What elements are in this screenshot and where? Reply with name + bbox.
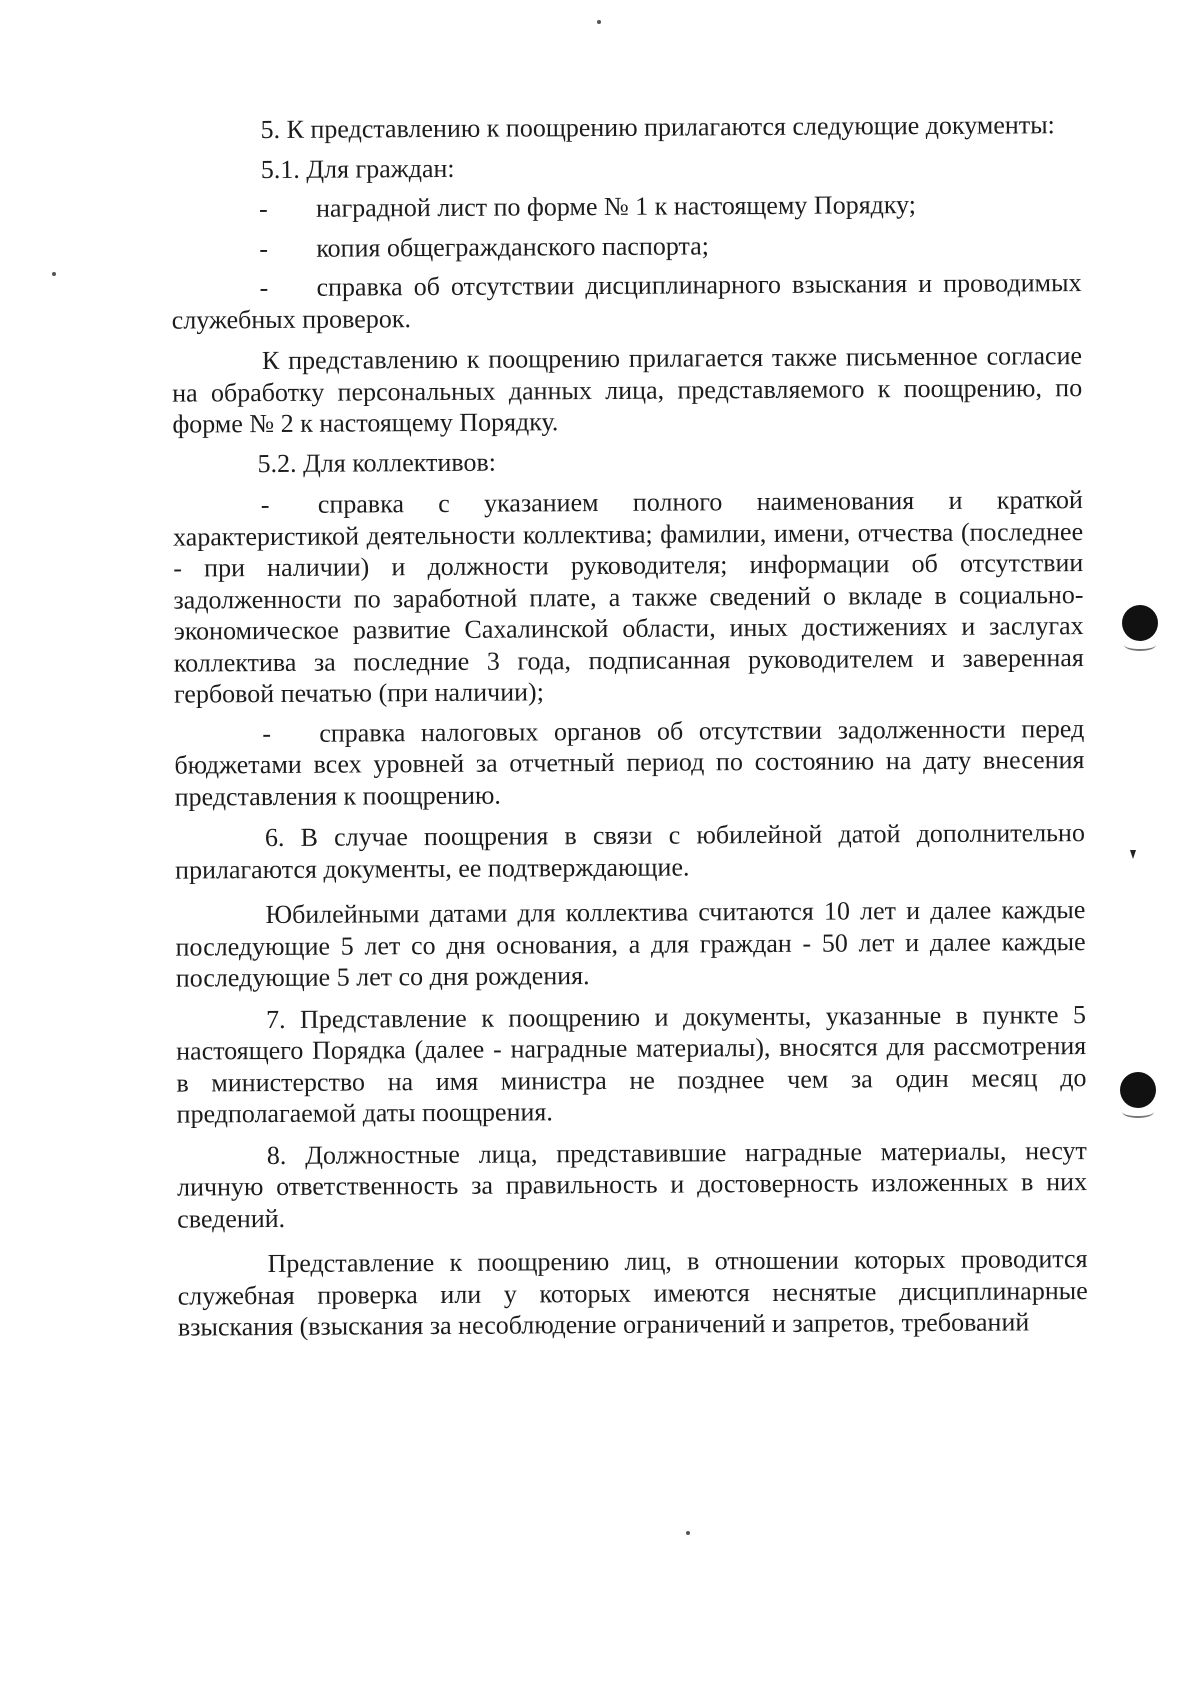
list-item (171, 228, 1081, 265)
dash-marker: - (259, 233, 269, 263)
paragraph-8: 8. Должностные лица, представившие наградные материалы, несут личную ответственность за правильность и достоверность изложенных в них сведений. (176, 1135, 1088, 1234)
dash-marker: - (260, 490, 270, 520)
paragraph-8-continued: Представление к поощрению лиц, в отношении которых проводится служебная проверка или у которых имеются неснятые дисциплинарные взыскания (взыскания за несоблюдение ограничений и запретов, требований (177, 1244, 1088, 1342)
list-item (173, 484, 1084, 710)
paragraph-5: 5. К представлению к поощрению прилагаются следующие документы: (260, 110, 1055, 145)
dash-marker: - (258, 194, 268, 224)
scan-speck (686, 1531, 690, 1535)
list-item-text: наградной лист по форме № 1 к настоящему Порядку; (315, 190, 917, 223)
scan-speck (52, 272, 56, 276)
paragraph-consent: К представлению к поощрению прилагается также письменное согласие на обработку персональных данных лица, представляемого к поощрению, по форме № 2 к настоящему Порядку. (172, 341, 1083, 439)
scan-speck (597, 20, 601, 24)
list-item (174, 713, 1085, 813)
paragraph-7: 7. Представление к поощрению и документы, указанные в пункте 5 настоящего Порядка (далее - наградные материалы), вносятся для рассмотрения в министерство на имя министра не позднее чем за один месяц до предполагаемой даты поощрения. (176, 999, 1087, 1129)
list-item (171, 188, 1081, 225)
punch-hole-mark (1120, 1072, 1156, 1108)
list-item-text: копия общегражданского паспорта; (316, 230, 710, 263)
paragraph-6: 6. В случае поощрения в связи с юбилейной датой дополнительно прилагаются документы, ее подтверждающие. (175, 818, 1085, 885)
list-item-text: справка об отсутствии дисциплинарного взыскания и проводимых служебных проверок. (171, 268, 1082, 335)
dash-marker: - (262, 718, 272, 748)
paragraph-jubilee-dates: Юбилейными датами для коллектива считаются 10 лет и далее каждые последующие 5 лет со дня основания, а для граждан - 50 лет и далее каждые последующие 5 лет со дня рождения. (175, 895, 1086, 993)
dash-marker: - (259, 273, 269, 303)
document-body (170, 109, 1087, 1343)
list-item-text: справка налоговых органов об отсутствии задолженности перед бюджетами всех уровней за отчетный период по состоянию на дату внесения представления к поощрению. (174, 713, 1085, 812)
paragraph-5-1-heading: 5.1. Для граждан: (260, 153, 455, 184)
list-item (171, 267, 1081, 336)
paragraph-5-2-heading: 5.2. Для коллективов: (257, 447, 497, 478)
list-item-text: справка с указанием полного наименования и краткой характеристикой деятельности коллектива; фамилии, имени, отчества (последнее - при наличии) и должности руководителя; информации об отсутствии задолженности по заработной плате, а также сведений о вкладе в социально-экономическое развитие Сахалинской области, иных достижениях и заслугах коллектива за последние 3 года, подписанная руководителем и заверенная гербовой печатью (при наличии); (172, 485, 1084, 709)
punch-hole-mark (1122, 605, 1158, 641)
